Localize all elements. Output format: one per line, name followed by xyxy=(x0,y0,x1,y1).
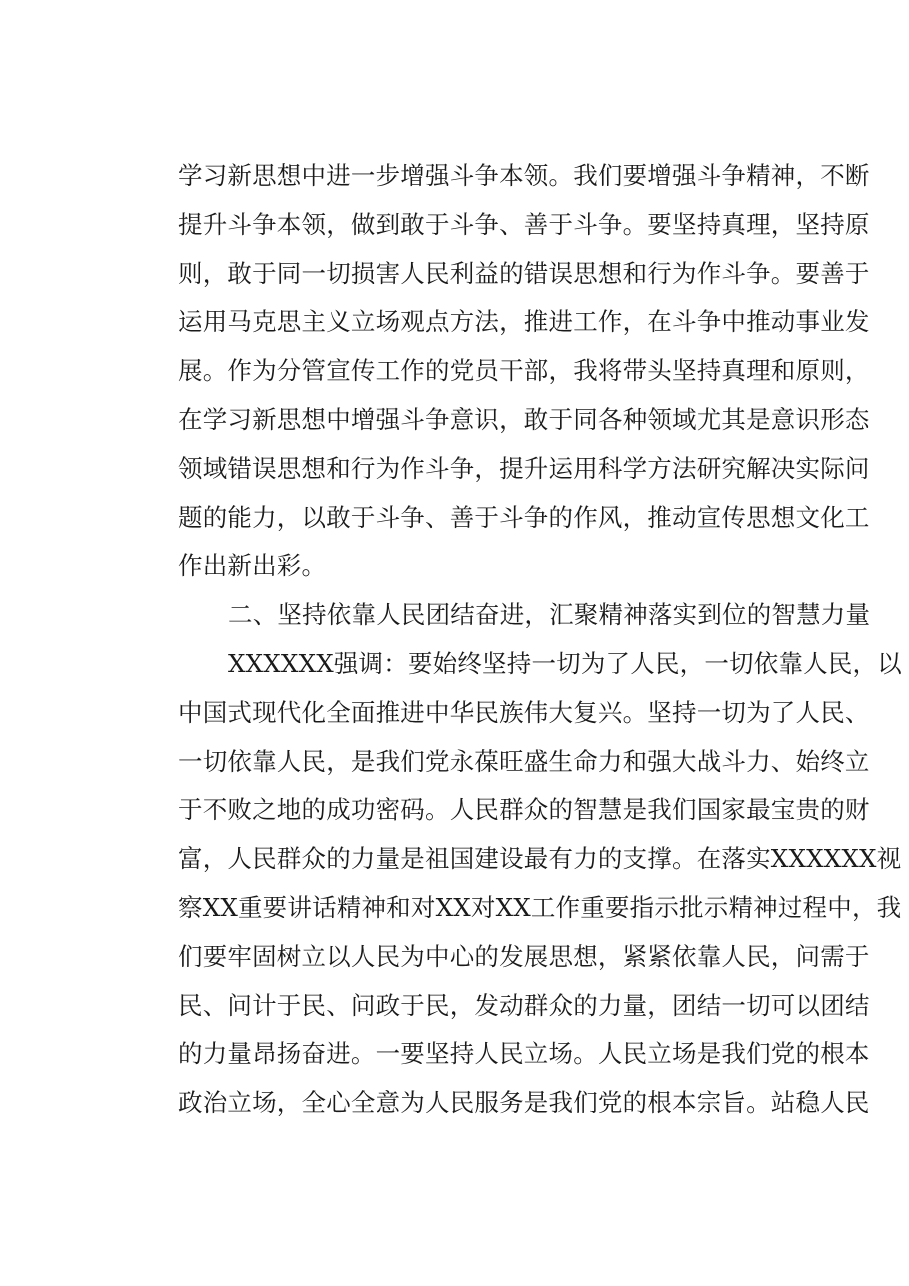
text-line: 政治立场，全心全意为人民服务是我们党的根本宗旨。站稳人民 xyxy=(178,1088,870,1118)
text-line: 学习新思想中进一步增强斗争本领。我们要增强斗争精神，不断 xyxy=(178,161,870,190)
text-line: 民、问计于民、问政于民，发动群众的力量，团结一切可以团结 xyxy=(178,990,870,1020)
text-line: 领域错误思想和行为作斗争，提升运用科学方法研究解决实际问 xyxy=(178,453,870,483)
section-heading: 二、坚持依靠人民团结奋进，汇聚精神落实到位的智慧力量 xyxy=(228,600,871,630)
text-line: 于不败之地的成功密码。人民群众的智慧是我们国家最宝贵的财 xyxy=(178,795,870,825)
text-line: 们要牢固树立以人民为中心的发展思想，紧紧依靠人民，问需于 xyxy=(178,941,870,971)
text-line: XXXXXX强调：要始终坚持一切为了人民，一切依靠人民，以 xyxy=(228,648,902,678)
text-line: 的力量昂扬奋进。一要坚持人民立场。人民立场是我们党的根本 xyxy=(178,1039,870,1069)
text-line: 作出新出彩。 xyxy=(178,551,327,581)
text-line: 在学习新思想中增强斗争意识，敢于同各种领域尤其是意识形态 xyxy=(178,404,870,434)
text-line: 运用马克思主义立场观点方法，推进工作，在斗争中推动事业发 xyxy=(178,307,870,337)
text-line: 展。作为分管宣传工作的党员干部，我将带头坚持真理和原则， xyxy=(178,356,870,386)
text-line: 察XX重要讲话精神和对XX对XX工作重要指示批示精神过程中，我 xyxy=(178,892,902,922)
text-line: 富，人民群众的力量是祖国建设最有力的支撑。在落实XXXXXX视 xyxy=(178,844,902,874)
document-body xyxy=(178,152,902,1128)
text-line: 一切依靠人民，是我们党永葆旺盛生命力和强大战斗力、始终立 xyxy=(178,746,870,776)
text-line: 题的能力，以敢于斗争、善于斗争的作风，推动宣传思想文化工 xyxy=(178,502,870,532)
text-line: 中国式现代化全面推进中华民族伟大复兴。坚持一切为了人民、 xyxy=(178,697,870,727)
text-line: 提升斗争本领，做到敢于斗争、善于斗争。要坚持真理，坚持原 xyxy=(178,209,870,239)
text-line: 则，敢于同一切损害人民利益的错误思想和行为作斗争。要善于 xyxy=(178,258,870,288)
